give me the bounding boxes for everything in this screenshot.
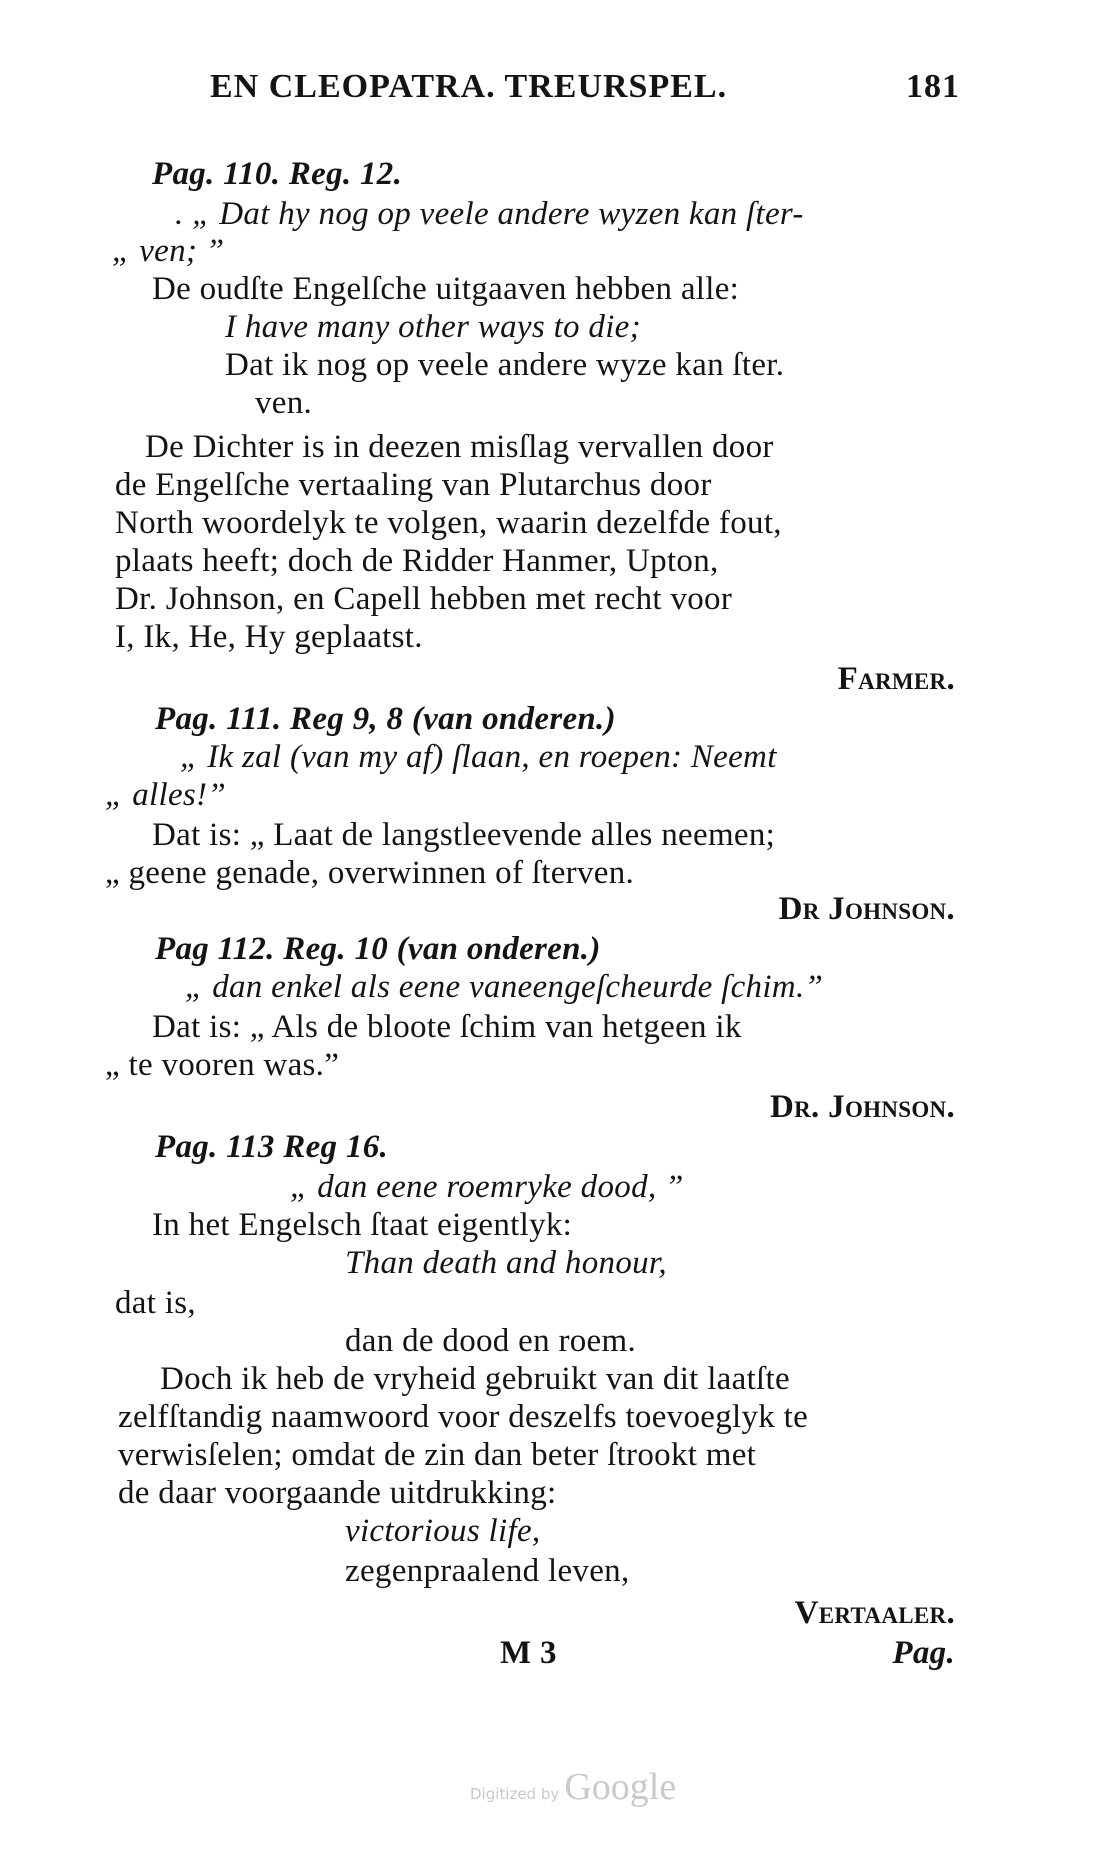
note-text: de Engelſche vertaaling van Plutarchus door (115, 467, 712, 503)
watermark-prefix: Digitized by (470, 1785, 560, 1803)
note-text: I, Ik, He, Hy geplaatst. (115, 619, 423, 655)
attribution: Dr Johnson. (778, 891, 955, 927)
attribution: Farmer. (837, 661, 955, 697)
page-number: 181 (906, 68, 960, 105)
quoted-text: „ ven; ” (112, 233, 225, 269)
translation-line: Dat ik nog op veele andere wyze kan ſter. (225, 347, 785, 383)
note-text: verwisſelen; omdat de zin dan beter ſtrookt met (118, 1437, 757, 1473)
english-quote: I have many other ways to die; (225, 309, 641, 345)
note-text: plaats heeft; doch de Ridder Hanmer, Upton, (115, 543, 719, 579)
english-quote: Than death and honour, (345, 1245, 667, 1281)
watermark-brand: Google (564, 1766, 677, 1808)
note-reference: Pag. 113 Reg 16. (155, 1129, 389, 1165)
translation-line: ven. (255, 385, 313, 421)
catchword: Pag. (892, 1635, 955, 1671)
note-text: In het Engelsch ſtaat eigentlyk: (152, 1207, 573, 1243)
note-text: De Dichter is in deezen misſlag vervallen door (145, 429, 774, 465)
quoted-text: „ alles!” (105, 777, 226, 813)
attribution: Vertaaler. (794, 1595, 955, 1631)
note-text: zelfſtandig naamwoord voor deszelfs toevoeglyk te (118, 1399, 809, 1435)
note-text: De oudſte Engelſche uitgaaven hebben alle: (152, 271, 740, 307)
note-text: Dr. Johnson, en Capell hebben met recht voor (115, 581, 733, 617)
note-reference: Pag. 111. Reg 9, 8 (van onderen.) (155, 701, 616, 737)
english-quote: victorious life, (345, 1513, 541, 1549)
digitized-watermark (470, 1765, 676, 1809)
note-text: de daar voorgaande uitdrukking: (118, 1475, 557, 1511)
note-reference: Pag 112. Reg. 10 (van onderen.) (155, 931, 601, 967)
attribution: Dr. Johnson. (770, 1089, 955, 1125)
note-text: dat is, (115, 1285, 196, 1321)
running-head: EN CLEOPATRA. TREURSPEL. (210, 68, 728, 105)
note-text: Dat is: „ Als de bloote ſchim van hetgeen ik (152, 1009, 742, 1045)
translation-line: dan de dood en roem. (345, 1323, 636, 1359)
quoted-text: „ Ik zal (van my af) ſlaan, en roepen: Neemt (180, 739, 777, 775)
note-text: „ geene genade, overwinnen of ſterven. (105, 855, 635, 891)
note-reference: Pag. 110. Reg. 12. (152, 156, 403, 192)
note-text: North woordelyk te volgen, waarin dezelfde fout, (115, 505, 782, 541)
note-text: „ te vooren was.” (105, 1047, 340, 1083)
quoted-text: . „ Dat hy nog op veele andere wyzen kan ſter- (175, 196, 804, 232)
signature-mark: M 3 (500, 1635, 557, 1671)
translation-line: zegenpraalend leven, (345, 1553, 630, 1589)
note-text: Doch ik heb de vryheid gebruikt van dit laatſte (160, 1361, 790, 1397)
quoted-text: „ dan enkel als eene vaneengeſcheurde ſchim.” (185, 969, 824, 1005)
quoted-text: „ dan eene roemryke dood, ” (290, 1169, 684, 1205)
note-text: Dat is: „ Laat de langstleevende alles neemen; (152, 817, 776, 853)
